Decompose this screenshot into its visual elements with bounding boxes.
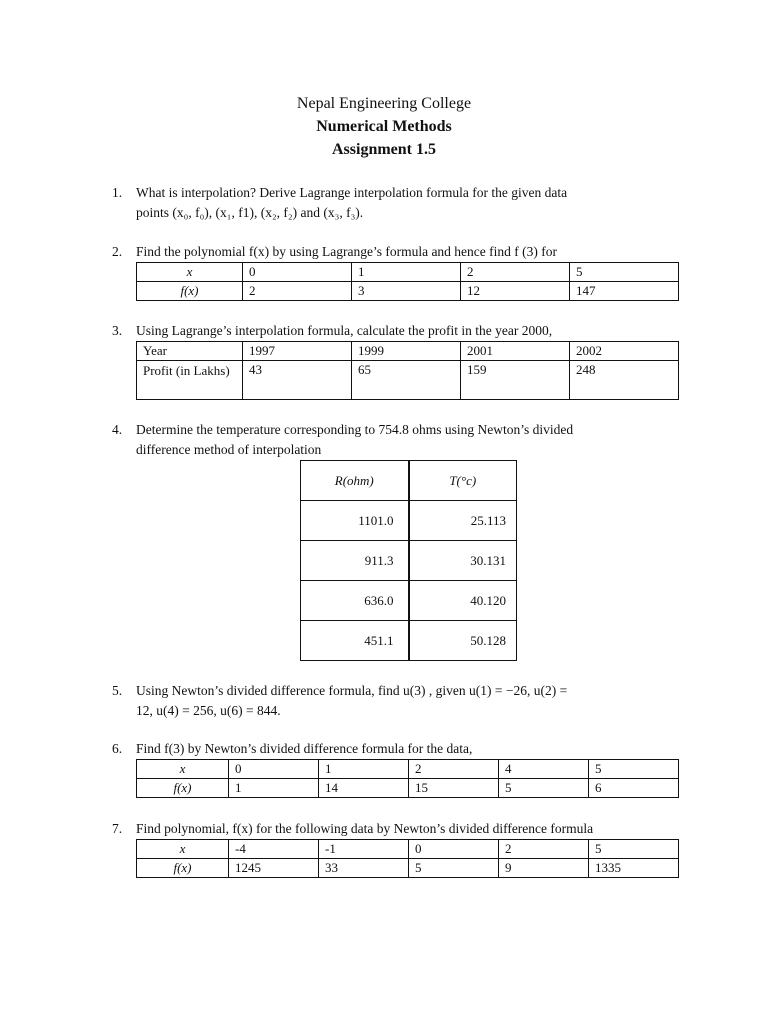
table-cell: 43 (243, 361, 352, 400)
q6-data-table (136, 759, 679, 798)
question-7 (112, 819, 702, 839)
question-text-line: points (x₀, f₀), (x₁, f1), (x₂, f₂) and (x₃, f₃). (136, 205, 364, 220)
table-row (137, 342, 679, 361)
table-cell: 147 (570, 282, 679, 301)
table-cell: 2001 (461, 342, 570, 361)
row-label: f(x) (137, 282, 243, 301)
college-name: Nepal Engineering College (296, 95, 472, 112)
question-5 (112, 681, 682, 721)
table-cell: 1245 (229, 859, 319, 878)
table-cell: 9 (499, 859, 589, 878)
row-label: x (137, 840, 229, 859)
assignment-title: Assignment 1.5 (331, 141, 436, 158)
table-cell: 0 (229, 760, 319, 779)
table-cell: -1 (319, 840, 409, 859)
q4-resistance-temperature-table (300, 460, 517, 661)
table-cell: 5 (499, 779, 589, 798)
question-number: 6. (112, 741, 123, 756)
table-cell: 5 (589, 840, 679, 859)
table-cell: 65 (352, 361, 461, 400)
question-1 (112, 183, 682, 223)
table-cell: 6 (589, 779, 679, 798)
table-cell: 1 (352, 263, 461, 282)
row-label: x (137, 760, 229, 779)
question-text: Find f(3) by Newton’s divided difference formula for the data, (136, 741, 473, 756)
table-row (301, 621, 517, 661)
table-cell: -4 (229, 840, 319, 859)
question-number: 3. (112, 323, 123, 338)
table-cell: 159 (461, 361, 570, 400)
table-cell: 1999 (352, 342, 461, 361)
table-cell: 3 (352, 282, 461, 301)
table-row (137, 263, 679, 282)
question-6 (112, 739, 682, 759)
table-row (137, 361, 679, 400)
table-cell: 14 (319, 779, 409, 798)
table-cell: 5 (570, 263, 679, 282)
table-cell: 2 (499, 840, 589, 859)
table-cell: 2 (461, 263, 570, 282)
table-cell: 30.131 (409, 541, 517, 581)
table-cell: 12 (461, 282, 570, 301)
table-row (137, 760, 679, 779)
table-cell: 911.3 (301, 541, 409, 581)
row-label: Profit (in Lakhs) (137, 361, 243, 400)
table-row (301, 541, 517, 581)
table-cell: 4 (499, 760, 589, 779)
table-cell: 1997 (243, 342, 352, 361)
column-header: R(ohm) (301, 461, 409, 501)
table-cell: 1 (319, 760, 409, 779)
question-number: 4. (112, 422, 123, 437)
question-4 (112, 420, 682, 460)
table-cell: 0 (409, 840, 499, 859)
table-cell: 1101.0 (301, 501, 409, 541)
table-row (137, 859, 679, 878)
table-row (137, 779, 679, 798)
table-row (301, 581, 517, 621)
q3-data-table (136, 341, 679, 400)
table-cell: 25.113 (409, 501, 517, 541)
table-cell: 15 (409, 779, 499, 798)
table-cell: 2002 (570, 342, 679, 361)
table-row (137, 840, 679, 859)
question-text: Find polynomial, f(x) for the following data by Newton’s divided difference formula (136, 821, 594, 836)
table-cell: 33 (319, 859, 409, 878)
question-number: 7. (112, 821, 123, 836)
question-text: Using Lagrange’s interpolation formula, calculate the profit in the year 2000, (136, 323, 553, 338)
course-title: Numerical Methods (316, 118, 452, 135)
row-label: f(x) (137, 859, 229, 878)
table-cell: 2 (243, 282, 352, 301)
table-cell: 5 (409, 859, 499, 878)
row-label: x (137, 263, 243, 282)
question-number: 1. (112, 185, 123, 200)
table-cell: 40.120 (409, 581, 517, 621)
table-cell: 50.128 (409, 621, 517, 661)
table-cell: 1335 (589, 859, 679, 878)
table-header-row (301, 461, 517, 501)
question-text-line: What is interpolation? Derive Lagrange interpolation formula for the given data (136, 185, 568, 200)
question-number: 5. (112, 683, 123, 698)
question-text-line: 12, u(4) = 256, u(6) = 844. (136, 703, 281, 718)
table-cell: 636.0 (301, 581, 409, 621)
question-3 (112, 321, 682, 341)
question-text-line: Determine the temperature corresponding to 754.8 ohms using Newton’s divided (136, 422, 574, 437)
table-cell: 1 (229, 779, 319, 798)
table-cell: 0 (243, 263, 352, 282)
table-cell: 248 (570, 361, 679, 400)
table-row (301, 501, 517, 541)
q2-data-table (136, 262, 679, 301)
row-label: f(x) (137, 779, 229, 798)
table-cell: 5 (589, 760, 679, 779)
question-text-line: Using Newton’s divided difference formula, find u(3) , given u(1) = −26, u(2) = (136, 683, 568, 698)
question-text-line: difference method of interpolation (136, 442, 322, 457)
table-cell: 451.1 (301, 621, 409, 661)
row-label: Year (137, 342, 243, 361)
question-2 (112, 242, 682, 262)
q7-data-table (136, 839, 679, 878)
question-number: 2. (112, 244, 123, 259)
column-header: T(°c) (409, 461, 517, 501)
question-text: Find the polynomial f(x) by using Lagrange’s formula and hence find f (3) for (136, 244, 558, 259)
table-cell: 2 (409, 760, 499, 779)
table-row (137, 282, 679, 301)
